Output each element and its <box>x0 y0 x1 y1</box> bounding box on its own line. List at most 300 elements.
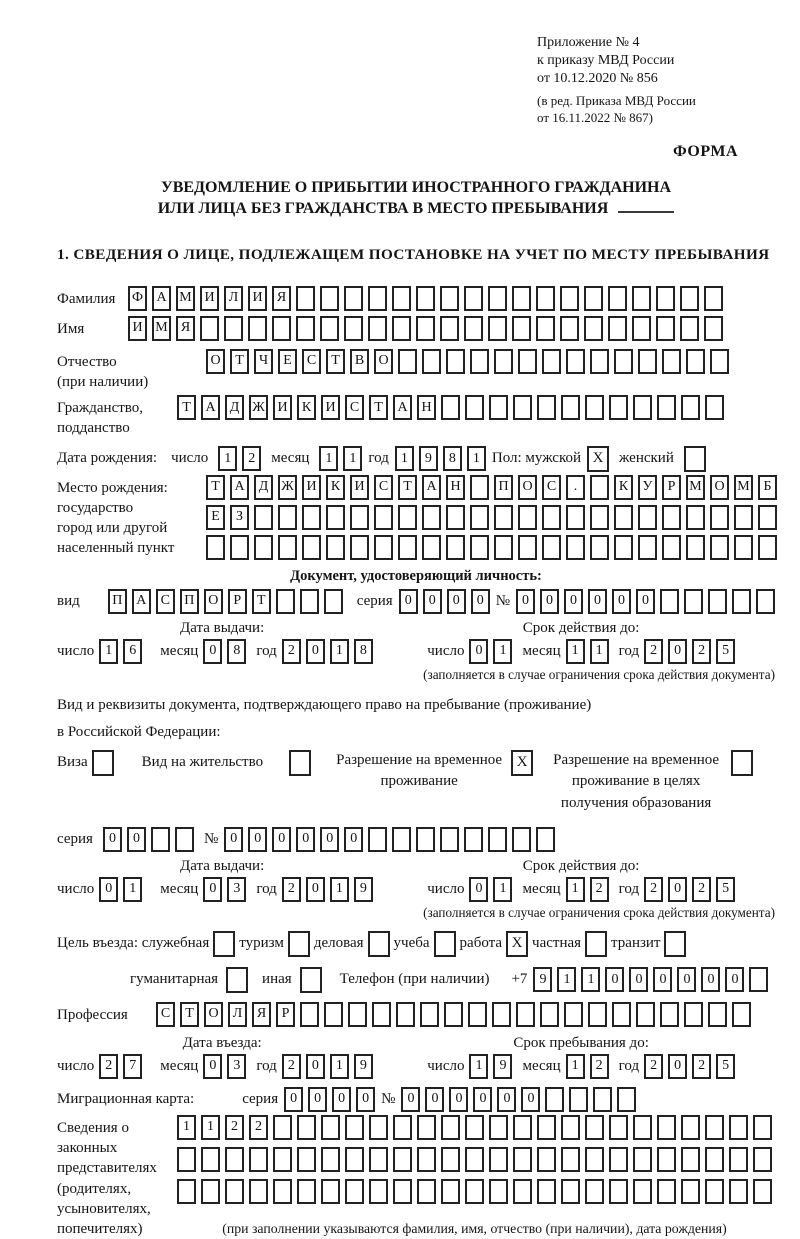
cell: Т <box>177 395 196 420</box>
cell: 1 <box>319 446 338 471</box>
cell: 1 <box>467 446 486 471</box>
migration-series-label: серия <box>242 1090 279 1107</box>
cell <box>489 395 508 420</box>
cell <box>710 535 729 560</box>
doc-valid-month-cells <box>566 639 609 664</box>
cell: О <box>206 349 225 374</box>
cell <box>633 395 652 420</box>
cell <box>296 316 315 341</box>
cell <box>177 1147 196 1172</box>
cell: У <box>638 475 657 500</box>
cell: 0 <box>629 967 648 992</box>
cell <box>345 1115 364 1140</box>
cell: С <box>345 395 364 420</box>
cell <box>536 827 555 852</box>
cell <box>276 589 295 614</box>
cell <box>590 475 609 500</box>
cell <box>440 827 459 852</box>
cell <box>273 1115 292 1140</box>
cell <box>288 931 310 957</box>
cell: 2 <box>644 1054 663 1079</box>
cell <box>396 1002 415 1027</box>
cell <box>590 505 609 530</box>
cell <box>632 286 651 311</box>
cell <box>708 589 727 614</box>
doc-kind-cells <box>108 589 343 614</box>
doc-issue-month-cells <box>203 639 246 664</box>
cell <box>254 535 273 560</box>
cell <box>321 1179 340 1204</box>
residence-doc-series-row <box>57 827 775 852</box>
cell <box>488 827 507 852</box>
permit-issue-title: Дата выдачи: <box>180 857 265 874</box>
cell: Я <box>176 316 195 341</box>
doc-valid-footnote: (заполняется в случае ограничения срока действия документа) <box>423 666 775 682</box>
cell: 7 <box>123 1054 142 1079</box>
cell <box>734 535 753 560</box>
cell <box>416 286 435 311</box>
cell <box>465 395 484 420</box>
doc-series-cells <box>399 589 490 614</box>
cell: 0 <box>306 877 325 902</box>
cell: 1 <box>330 639 349 664</box>
purpose-work-label: работа <box>459 935 503 952</box>
cell <box>434 931 456 957</box>
cell: А <box>201 395 220 420</box>
cell <box>660 1002 679 1027</box>
cell: 1 <box>566 1054 585 1079</box>
cell <box>513 1147 532 1172</box>
cell <box>561 1147 580 1172</box>
cell <box>416 316 435 341</box>
form-title-line1: УВЕДОМЛЕНИЕ О ПРИБЫТИИ ИНОСТРАННОГО ГРАЖДАНИНА <box>160 178 672 196</box>
cell: 8 <box>443 446 462 471</box>
cell: 1 <box>469 1054 488 1079</box>
cell <box>398 349 417 374</box>
cell <box>446 505 465 530</box>
purpose-row-1 <box>57 931 775 957</box>
cell <box>300 589 319 614</box>
cell: 0 <box>516 589 535 614</box>
cell <box>225 1147 244 1172</box>
cell: 0 <box>540 589 559 614</box>
cell: 2 <box>242 446 261 471</box>
cell <box>537 1115 556 1140</box>
cell <box>732 589 751 614</box>
residence-doc-dates <box>57 858 775 921</box>
cell: М <box>176 286 195 311</box>
cell <box>731 750 753 776</box>
cell <box>662 349 681 374</box>
year-label: год <box>368 450 389 467</box>
cell: 2 <box>282 1054 301 1079</box>
cell: 2 <box>590 1054 609 1079</box>
cell <box>369 1115 388 1140</box>
cell <box>324 1002 343 1027</box>
cell <box>681 1115 700 1140</box>
doc-issue-day-cells <box>99 639 142 664</box>
cell: 0 <box>447 589 466 614</box>
cell <box>369 1147 388 1172</box>
cell <box>177 1179 196 1204</box>
doc-kind-label: вид <box>57 592 80 609</box>
cell: 0 <box>203 877 222 902</box>
cell <box>321 1115 340 1140</box>
cell: 0 <box>203 639 222 664</box>
cell <box>296 286 315 311</box>
purpose-tourism-label: туризм <box>239 935 284 952</box>
cell: Т <box>326 349 345 374</box>
cell <box>560 316 579 341</box>
birth-place-row3 <box>206 535 777 560</box>
cell: 0 <box>701 967 720 992</box>
cell <box>393 1179 412 1204</box>
cell: 0 <box>473 1087 492 1112</box>
cell <box>224 316 243 341</box>
cell: О <box>710 475 729 500</box>
cell: 0 <box>127 827 146 852</box>
cell: 9 <box>419 446 438 471</box>
cell: Д <box>254 475 273 500</box>
cell <box>441 1147 460 1172</box>
doc-valid-day-cells <box>469 639 512 664</box>
cell <box>324 589 343 614</box>
cell: 0 <box>521 1087 540 1112</box>
cell: И <box>248 286 267 311</box>
cell <box>272 316 291 341</box>
cell <box>200 316 219 341</box>
birth-day-cells <box>218 446 261 471</box>
cell <box>753 1179 772 1204</box>
cell <box>656 286 675 311</box>
cell: 0 <box>203 1054 222 1079</box>
edition-line: (в ред. Приказа МВД России <box>537 92 696 108</box>
cell <box>446 535 465 560</box>
cell: К <box>614 475 633 500</box>
cell: К <box>326 475 345 500</box>
cell <box>729 1147 748 1172</box>
cell <box>345 1147 364 1172</box>
cell <box>566 535 585 560</box>
cell: 2 <box>282 639 301 664</box>
cell <box>417 1147 436 1172</box>
permit-issue-year-cells <box>282 877 373 902</box>
cell: Т <box>398 475 417 500</box>
cell <box>273 1179 292 1204</box>
cell <box>464 316 483 341</box>
cell: Я <box>272 286 291 311</box>
cell: П <box>108 589 127 614</box>
citizenship-cells <box>177 395 724 420</box>
cell: 1 <box>566 639 585 664</box>
cell <box>302 505 321 530</box>
cell <box>537 1147 556 1172</box>
cell <box>488 286 507 311</box>
cell: 2 <box>99 1054 118 1079</box>
cell: О <box>204 1002 223 1027</box>
cell: А <box>230 475 249 500</box>
purpose-private-checkbox <box>585 931 607 957</box>
cell <box>374 505 393 530</box>
cell: С <box>374 475 393 500</box>
profession-label: Профессия <box>57 1006 128 1023</box>
cell <box>566 505 585 530</box>
cell <box>657 1115 676 1140</box>
permit-number-label: № <box>203 830 219 847</box>
cell: Т <box>369 395 388 420</box>
cell <box>320 316 339 341</box>
form-title <box>57 177 775 220</box>
cell <box>753 1115 772 1140</box>
cell <box>201 1179 220 1204</box>
cell: Т <box>180 1002 199 1027</box>
birth-place-row2 <box>206 505 777 530</box>
migration-card-row <box>57 1087 775 1112</box>
cell: Л <box>224 286 243 311</box>
stay-day-cells <box>469 1054 512 1079</box>
cell: 0 <box>306 1054 325 1079</box>
cell: Р <box>662 475 681 500</box>
cell: К <box>297 395 316 420</box>
cell: 1 <box>557 967 576 992</box>
cell: П <box>180 589 199 614</box>
cell <box>585 1147 604 1172</box>
cell: 6 <box>123 639 142 664</box>
purpose-tourism-checkbox <box>288 931 310 957</box>
representatives-cells <box>177 1115 772 1237</box>
cell <box>705 1115 724 1140</box>
cell: А <box>152 286 171 311</box>
cell: Т <box>230 349 249 374</box>
birth-place-row1 <box>206 475 777 500</box>
cell <box>585 1179 604 1204</box>
cell <box>681 1179 700 1204</box>
stay-year-cells <box>644 1054 735 1079</box>
cell <box>297 1147 316 1172</box>
residence-permit-checkbox <box>289 750 311 776</box>
cell <box>536 316 555 341</box>
birth-date-row <box>57 446 775 472</box>
name-cells <box>128 316 723 341</box>
appendix-line: к приказу МВД России <box>537 52 675 68</box>
day-label: число <box>171 450 209 467</box>
cell <box>420 1002 439 1027</box>
cell: М <box>686 475 705 500</box>
phone-cells <box>533 967 768 992</box>
cell: С <box>302 349 321 374</box>
cell <box>422 535 441 560</box>
permit-valid-footnote: (заполняется в случае ограничения срока действия документа) <box>423 904 775 920</box>
cell <box>585 1115 604 1140</box>
cell <box>422 349 441 374</box>
appendix-reference <box>537 34 759 88</box>
identity-doc-heading: Документ, удостоверяющий личность: <box>290 567 542 584</box>
cell: 0 <box>677 967 696 992</box>
appendix-line: Приложение № 4 <box>537 35 640 50</box>
cell: 1 <box>395 446 414 471</box>
cell <box>273 1147 292 1172</box>
cell <box>249 1179 268 1204</box>
cell: 0 <box>653 967 672 992</box>
patronymic-cells <box>206 349 729 374</box>
birth-year-cells <box>395 446 486 471</box>
cell: 0 <box>308 1087 327 1112</box>
name-row <box>57 316 775 341</box>
purpose-transit-checkbox <box>664 931 686 957</box>
cell <box>489 1179 508 1204</box>
cell: И <box>200 286 219 311</box>
cell <box>446 349 465 374</box>
identity-doc-dates <box>57 620 775 683</box>
cell <box>681 395 700 420</box>
cell: Л <box>228 1002 247 1027</box>
purpose-official-checkbox <box>213 931 235 957</box>
cell <box>756 589 775 614</box>
cell <box>518 505 537 530</box>
cell <box>732 1002 751 1027</box>
residence-doc-options <box>57 750 775 815</box>
cell: М <box>734 475 753 500</box>
cell <box>686 535 705 560</box>
cell: Е <box>278 349 297 374</box>
migration-series-cells <box>284 1087 375 1112</box>
cell <box>494 535 513 560</box>
sex-male-label: Пол: мужской <box>491 450 582 467</box>
stay-month-cells <box>566 1054 609 1079</box>
cell <box>440 316 459 341</box>
cell: А <box>422 475 441 500</box>
sex-female-label: женский <box>619 450 674 467</box>
migration-number-cells <box>401 1087 636 1112</box>
purpose-label: Цель въезда: служебная <box>57 935 210 952</box>
citizenship-row <box>57 395 775 439</box>
cell: 3 <box>227 877 246 902</box>
cell <box>464 827 483 852</box>
representatives-footnote: (при заполнении указываются фамилия, имя, отчество (при наличии), дата рождения) <box>222 1220 727 1236</box>
cell <box>392 827 411 852</box>
permit-valid-date: число 0 1 месяц 1 2 год 2 0 2 5 <box>427 877 775 902</box>
temp-residence-edu-checkbox <box>731 750 753 776</box>
cell <box>344 316 363 341</box>
cell <box>248 316 267 341</box>
cell <box>206 535 225 560</box>
birth-month-cells <box>319 446 362 471</box>
cell: 0 <box>668 1054 687 1079</box>
cell <box>729 1115 748 1140</box>
cell <box>705 1147 724 1172</box>
cell <box>289 750 311 776</box>
cell <box>416 827 435 852</box>
cell <box>536 286 555 311</box>
cell: 1 <box>590 639 609 664</box>
cell <box>708 1002 727 1027</box>
cell <box>201 1147 220 1172</box>
cell: 5 <box>716 639 735 664</box>
permit-number-cells <box>224 827 555 852</box>
cell <box>633 1179 652 1204</box>
entry-year-cells <box>282 1054 373 1079</box>
cell: 2 <box>644 877 663 902</box>
cell <box>321 1147 340 1172</box>
purpose-business-checkbox <box>368 931 390 957</box>
doc-issue-year-cells <box>282 639 373 664</box>
cell <box>609 1147 628 1172</box>
cell <box>542 535 561 560</box>
cell <box>614 535 633 560</box>
cell <box>468 1002 487 1027</box>
cell: О <box>518 475 537 500</box>
cell: 9 <box>493 1054 512 1079</box>
cell: И <box>321 395 340 420</box>
cell <box>638 505 657 530</box>
representatives-block <box>57 1115 775 1239</box>
cell: А <box>393 395 412 420</box>
cell <box>488 316 507 341</box>
cell <box>729 1179 748 1204</box>
cell <box>638 349 657 374</box>
purpose-transit-label: транзит <box>611 935 661 952</box>
permit-valid-year-cells <box>644 877 735 902</box>
cell: . <box>566 475 585 500</box>
representatives-label: Сведения о законных представителях (родителях, усыновителях, попечителях) <box>57 1119 157 1238</box>
cell: 1 <box>493 639 512 664</box>
cell: С <box>542 475 561 500</box>
profession-cells <box>156 1002 751 1027</box>
cell <box>444 1002 463 1027</box>
cell <box>684 1002 703 1027</box>
cell <box>612 1002 631 1027</box>
cell: А <box>132 589 151 614</box>
cell: Н <box>417 395 436 420</box>
cell <box>584 286 603 311</box>
cell: И <box>273 395 292 420</box>
cell <box>297 1179 316 1204</box>
cell: 8 <box>354 639 373 664</box>
title-blank-underline <box>618 199 674 213</box>
doc-valid-title: Срок действия до: <box>522 619 640 636</box>
cell: 1 <box>343 446 362 471</box>
cell <box>614 349 633 374</box>
cell <box>513 395 532 420</box>
entry-date-title: Дата въезда: <box>182 1034 262 1051</box>
section1-heading: 1. СВЕДЕНИЯ О ЛИЦЕ, ПОДЛЕЖАЩЕМ ПОСТАНОВКЕ НА УЧЕТ ПО МЕСТУ ПРЕБЫВАНИЯ <box>57 245 770 263</box>
cell <box>684 446 706 472</box>
cell: 9 <box>533 967 552 992</box>
cell <box>590 535 609 560</box>
entry-month-cells <box>203 1054 246 1079</box>
cell <box>348 1002 367 1027</box>
cell: 0 <box>103 827 122 852</box>
cell: 0 <box>449 1087 468 1112</box>
cell <box>441 395 460 420</box>
edition-reference <box>537 93 759 127</box>
cell: 1 <box>330 877 349 902</box>
entry-day-cells <box>99 1054 142 1079</box>
option-visa: Виза <box>57 750 114 776</box>
doc-series-label: серия <box>356 592 393 609</box>
cell <box>369 1179 388 1204</box>
cell <box>368 316 387 341</box>
cell <box>564 1002 583 1027</box>
cell <box>350 505 369 530</box>
cell: 1 <box>99 639 118 664</box>
cell: X <box>511 750 533 776</box>
cell: Ф <box>128 286 147 311</box>
cell <box>636 1002 655 1027</box>
cell: 5 <box>716 1054 735 1079</box>
cell <box>516 1002 535 1027</box>
representatives-row3 <box>177 1179 772 1204</box>
